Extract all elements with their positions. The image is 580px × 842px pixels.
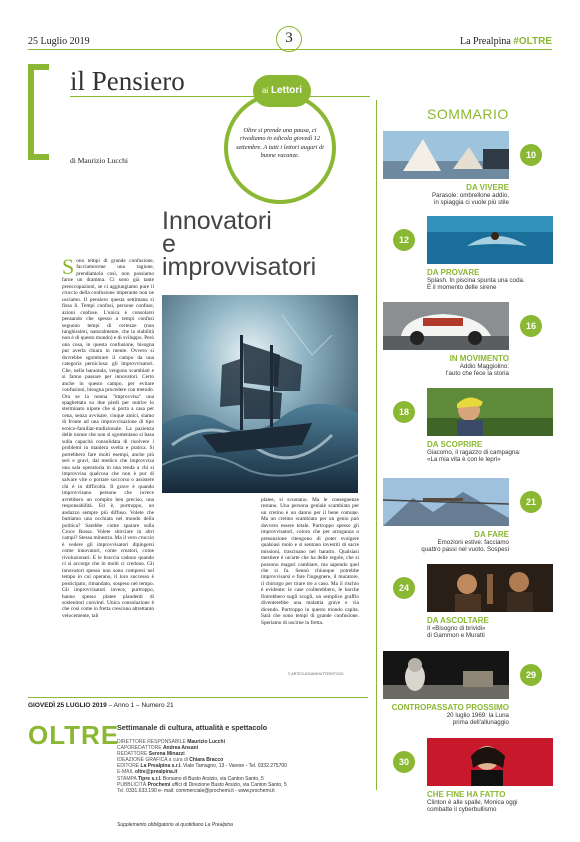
column-divider <box>376 100 377 790</box>
tagline: Settimanale di cultura, attualità e spettacolo <box>117 723 268 732</box>
sommario-title: SOMMARIO <box>427 106 509 122</box>
article-text-1: ono tempi di grande confusione, facciamocene una ragione, prendiamola così, non possiamo farne un dramma. Ci sono già tante preoccupazioni, se ci aggiungiamo pure il cruccio della confusione imperante non ne usciamo. Il pensiero questa settimana si fissa lì. Tempi confusi, persone confuse, azioni confuse. L'unica è consolarsi pensando che spesso a tempi confusi seguono tempi di certezze (non lunghissimi, naturalmente, che la stabilità non è di questo mondo) e di sviluppo. Però una cosa, in questa confusione, bisogna pur averla chiara in mente. Ovvero si dovrebbe sgombrare il campo da una categoria perniciosa: gli improvvisatori. Che, nella baraonda, vengono scambiati e si fanno passare per innovatori. Certo anche in questo campo, per evitare confusioni, bisogna procedere con metodo. Ora se la nonna "improvvisa" una spaghettata su due piedi per nutrire lo sterminato nipote che si porta a casa per cena, senza avvisare, cinque amici, siamo di fronte ad una improvvisazione di tipo eroico-familiar-tradizionale. La pazienza delle nonne che non si sgomentano si basa sulla capacità consolidata di risolvere i problemi in maniera svelta e pratica. Si potrebbero fare molti esempi, anche più seri e gravi, dal medico che improvvisa una sala operatoria in una tenda a chi si improvvisa qualcosa che non è pur di salvare vite o portare soccorso o assistere chi è in difficoltà. Il grave è quando improvvisano persone che invece avrebbero un compito ben preciso, una responsabilità. Ed è, purtroppo, un andazzo sempre più diffuso. Volete che buttiamo una occhiata nel mondo della politica? Sarebbe come sparare sulla Croce Rossa. Volete sbirciare in altri campi? Stessa minestra. Ma il vero cruccio è vedere gli improvvisatori dipingersi come innovatori, come creatori, come rivoluzionari. E le braccia cadono quando ci si accorge che in molti ci credono. Gli innovatori spesso non sono compresi nel tempo in cui operano, il loro successo è posticipato, rimandato, sospeso nel tempo. Gli improvvisatori invece, purtroppo, hanno spesso platee plaudenti di sostenitori convinti. Unica consolazione è che così come in fretta crescono altrettanto velocemente, tali <box>62 258 155 619</box>
sommario-item-desc: Il «Bisogno di brividi» di Gammon e Muratti <box>427 625 486 640</box>
sommario-image <box>383 131 509 179</box>
page-badge: 18 <box>393 401 415 423</box>
author-name: Maurizio Lucchi <box>77 156 128 165</box>
sommario-item-title: CONTROPASSATO PROSSIMO <box>391 703 509 712</box>
article-column-2: platee, si svuotano. Ma le conseguenze restano. Una persona geniale scambiata per un cretino è un danno per il bene comune. Ma un cretino scambiato per un genio può davvero essere letale. Purtroppo spesso gli improvvisatori, coloro che per arroganza o presunzione ritengono di poter svolgere qualsiasi ruolo e si sentono investiti di sacre missioni, trascinano nel baratro. Qualsiasi mestiere è un'arte che ha delle regole, che si possono magari cambiare, ma sapendo quel che si fa. Sennò chiunque potrebbe improvvisarsi e fare l'ingegnere, il muratore, il chirurgo per tirare tre a caso. Ma il rischio è evidente: le case crollerebbero, le barche finirebbero sugli scogli, un semplice graffio diventerebbe una malattia grave e via dicendo. Purtroppo in questo mondo capita. Sarà che sono tempi di grande confusione. Speriamo di uscirne in fretta. <box>261 497 359 626</box>
footer-divider <box>28 697 368 698</box>
section-title-divider <box>70 96 370 97</box>
sommario-item-title: DA PROVARE <box>427 268 480 277</box>
publisher-name: La Prealpina <box>459 36 511 47</box>
page-badge: 21 <box>520 491 542 513</box>
sommario-image <box>427 216 553 264</box>
sommario-item-title: DA SCOPRIRE <box>427 440 483 449</box>
credit-line: STAMPA Tipre s.r.l. Borsano di Busto Arsizio, via Canton Santo, 5 <box>117 775 264 782</box>
page-badge: 24 <box>393 577 415 599</box>
page-number: 3 <box>276 26 302 52</box>
page-badge: 29 <box>520 664 542 686</box>
sommario-item-desc: 20 luglio 1969: la Luna prima dell'allunaggio <box>446 712 509 727</box>
lettori-label: Lettori <box>270 85 303 96</box>
page-badge: 10 <box>520 144 542 166</box>
credit-line: EDITORE La Prealpina s.r.l. Viale Tamagno, 13 - Varese - Tel. 0332.275700 <box>117 763 287 770</box>
sommario-item-title: IN MOVIMENTO <box>449 354 509 363</box>
sommario-item-desc: Clinton è alle spalle, Monica oggi combatte il cyberbullismo <box>427 799 518 814</box>
header-divider <box>28 49 552 50</box>
credit-line: PUBBLICITÀ Prochemi uffici di Direzione Busto Arsizio, via Canton Santo, 5 <box>117 781 287 788</box>
author-prefix: di <box>70 156 76 165</box>
header-publication <box>460 36 552 47</box>
header-date: 25 Luglio 2019 <box>28 36 90 47</box>
headline-line-3: improvvisatori <box>162 253 317 281</box>
brand-tag: #OLTRE <box>513 36 552 47</box>
article-column-1 <box>62 254 155 619</box>
drop-cap: S <box>62 254 75 279</box>
page-badge: 30 <box>393 751 415 773</box>
sommario-image <box>427 738 553 786</box>
sommario-item-desc: Parasole: ombrellone addio, in spiaggia ci vuole più stile <box>431 192 509 207</box>
lettori-message: Oltre si prende una pausa, ci rivediamo in edicola giovedì 12 settembre. A tutti i lettori auguri di buone vacanze. <box>236 127 324 160</box>
sommario-item-title: DA ASCOLTARE <box>427 616 489 625</box>
author-byline <box>70 156 128 165</box>
photo-credit: © ARTECUCINA/SHUTTERSTOCK <box>288 672 344 676</box>
ship-illustration <box>162 295 358 493</box>
credit-line: IDEAZIONE GRAFICA a cura di Chiara Bracco <box>117 757 224 764</box>
sommario-image <box>427 388 553 436</box>
headline-line-1: Innovatori <box>162 207 272 235</box>
page-badge: 12 <box>393 229 415 251</box>
sommario-item-desc: Splash. In piscina spunta una coda. È il momento delle sirene <box>427 277 525 292</box>
sommario-item-desc: Giacomo, il ragazzo di campagna: «La mia vita è con le lepri» <box>427 449 521 464</box>
sommario-image <box>427 564 553 612</box>
sommario-image <box>383 478 509 526</box>
supplement-note: Supplemento obbligatorio al quotidiano La Prealpina <box>117 822 233 828</box>
credit-line: Tel. 0331.633.190 e- mail: commerciale@prochemi.it - www.prochemi.it <box>117 787 275 794</box>
credit-line: E-MAIL oltre@prealpina.it <box>117 769 178 776</box>
credit-line: REDATTORE Serena Minazzi <box>117 751 185 758</box>
sommario-item-desc: Addio Maggiolino: l'auto che fece la storia <box>445 363 509 378</box>
bracket-decoration <box>28 64 49 160</box>
sommario-image <box>383 651 509 699</box>
sommario-item-desc: Emozioni estive: facciamo quattro passi nel vuoto. Sospesi <box>421 539 509 554</box>
credit-line: CAPOREDATTORE Andrea Ansani <box>117 745 199 752</box>
masthead-credits <box>117 739 287 794</box>
headline-line-2: e <box>162 230 176 258</box>
sommario-image <box>383 302 509 350</box>
section-title: il Pensiero <box>70 66 185 96</box>
sommario-item-title: DA VIVERE <box>466 183 509 192</box>
sommario-item-title: DA FARE <box>474 530 509 539</box>
issue-info: GIOVEDÌ 25 LUGLIO 2019 – Anno 1 – Numero 21 <box>28 702 174 709</box>
lettori-tag <box>253 75 311 107</box>
credit-line: DIRETTORE RESPONSABILE Maurizio Lucchi <box>117 739 225 745</box>
page-badge: 16 <box>520 315 542 337</box>
lettori-prefix: ai <box>261 86 269 95</box>
oltre-logo: OLTRE <box>28 720 120 750</box>
article-headline <box>162 207 317 281</box>
sommario-item-title: CHE FINE HA FATTO <box>427 790 506 799</box>
